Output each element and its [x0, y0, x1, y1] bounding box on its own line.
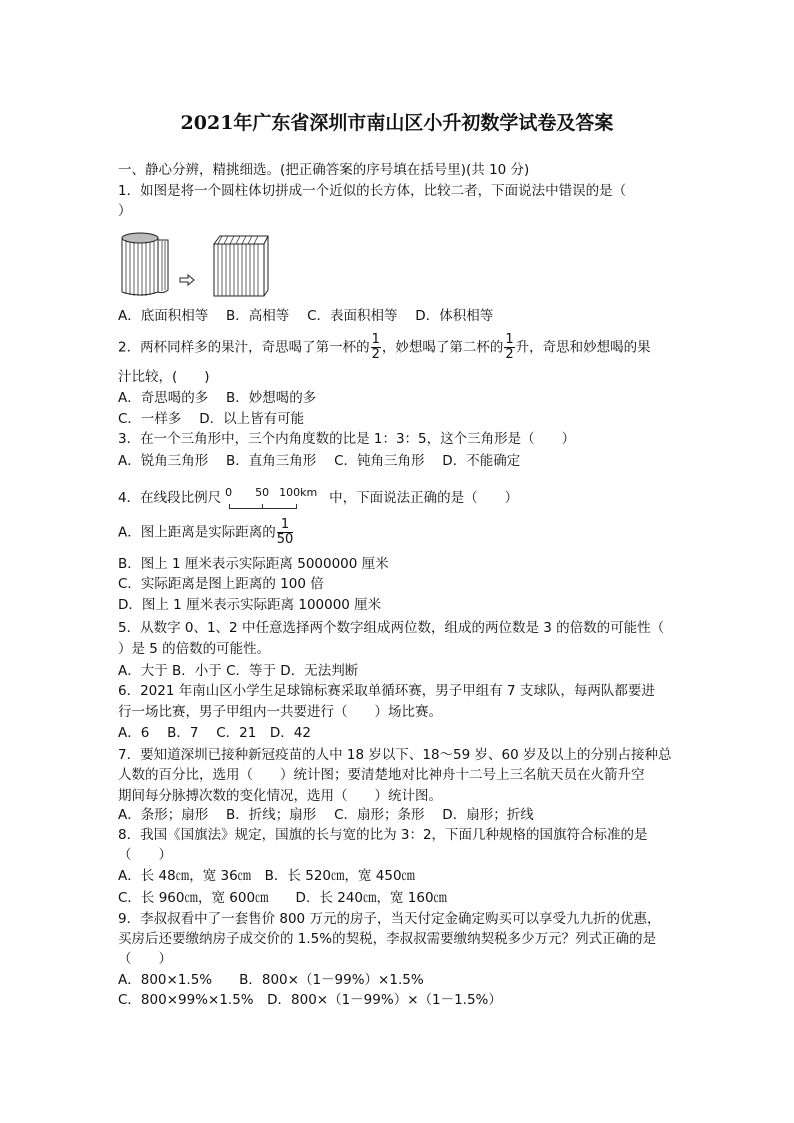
scale-label: 0: [225, 486, 233, 499]
frac-den: 50: [276, 532, 294, 547]
question-5-options: A．大于 B．小于 C．等于 D．无法判断: [118, 663, 359, 679]
question-1-cont: ）: [118, 203, 132, 219]
question-2-options-cd: C．一样多 D．以上皆有可能: [118, 411, 305, 427]
question-9-options-ab: A．800×1.5% B．800×（1－99%）×1.5%: [118, 972, 424, 988]
q4-text-1: 4．在线段比例尺: [118, 490, 222, 506]
section-heading: 一、静心分辨，精挑细选。(把正确答案的序号填在括号里)(共 10 分): [118, 162, 530, 178]
question-2-cont: 汁比较，( ): [118, 369, 210, 385]
question-7-options: A．条形；扇形 B．折线；扇形 C．扇形；条形 D．扇形；折线: [118, 807, 534, 823]
question-4-option-c: C．实际距离是图上距离的 100 倍: [118, 576, 324, 592]
question-3: 3．在一个三角形中，三个内角度数的比是 1：3：5，这个三角形是（ ）: [118, 431, 576, 447]
document-title: 2021年广东省深圳市南山区小升初数学试卷及答案: [180, 112, 614, 134]
option-a-text: A．图上距离是实际距离的: [118, 524, 276, 541]
frac-num: 1: [505, 332, 514, 347]
q2-text-2: ，妙想喝了第二杯的: [381, 339, 504, 356]
question-8: 8．我国《国旗法》规定，国旗的长与宽的比为 3：2，下面几种规格的国旗符合标准的是: [118, 827, 648, 843]
question-6-cont: 行一场比赛，男子甲组内一共要进行（ ）场比赛。: [118, 704, 442, 720]
question-1-options: A．底面积相等 B．高相等 C．表面积相等 D．体积相等: [118, 308, 494, 324]
question-5-cont: ）是 5 的倍数的可能性。: [118, 641, 271, 657]
question-9-cont-1: 买房后还要缴纳房子成交价的 1.5%的契税，李叔叔需要缴纳契税多少万元？列式正确的是: [118, 931, 657, 947]
question-7: 7．要知道深圳已接种新冠疫苗的人中 18 岁以下、18～59 岁、60 岁及以上的分别占接种总: [118, 747, 672, 763]
question-9-options-cd: C．800×99%×1.5% D．800×（1－99%）×（1－1.5%）: [118, 992, 502, 1008]
question-1: 1．如图是将一个圆柱体切拼成一个近似的长方体，比较二者，下面说法中错误的是（: [118, 183, 627, 199]
question-8-options-ab: A．长 48㎝，宽 36㎝ B．长 520㎝，宽 450㎝: [118, 868, 416, 884]
frac-den: 2: [371, 347, 380, 362]
question-4: [118, 486, 518, 510]
question-9-cont-2: （ ）: [118, 951, 172, 967]
question-6: 6．2021 年南山区小学生足球锦标赛采取单循环赛，男子甲组有 7 支球队，每两队都要进: [118, 683, 655, 699]
question-9: 9．李叔叔看中了一套售价 800 万元的房子，当天付定金确定购买可以享受九九折的优惠，: [118, 911, 661, 927]
question-7-cont-1: 人数的百分比，选用（ ）统计图；要清楚地对比神舟十二号上三名航天员在火箭升空: [118, 767, 645, 783]
cylinder-to-cuboid-figure: [118, 230, 278, 304]
question-2: [118, 333, 651, 362]
question-8-options-cd: C．长 960㎝，宽 600㎝ D．长 240㎝，宽 160㎝: [118, 890, 448, 906]
question-7-cont-2: 期间每分脉搏次数的变化情况，选用（ ）统计图。: [118, 788, 442, 804]
question-5: 5．从数字 0、1、2 中任意选择两个数字组成两位数，组成的两位数是 3 的倍数的可能性（: [118, 620, 665, 636]
scale-label: 50: [255, 486, 270, 499]
q2-text-3: 升，奇思和妙想喝的果: [515, 339, 651, 356]
fraction-one-fiftieth: [277, 518, 294, 547]
frac-num: 1: [277, 518, 294, 533]
frac-num: 1: [371, 332, 380, 347]
frac-den: 2: [505, 347, 514, 362]
q2-text-1: 2．两杯同样多的果汁，奇思喝了第一杯的: [118, 339, 370, 356]
question-3-options: A．锐角三角形 B．直角三角形 C．钝角三角形 D．不能确定: [118, 453, 521, 469]
fraction-one-half: [504, 333, 514, 362]
q4-text-2: 中，下面说法正确的是（ ）: [329, 490, 519, 506]
question-8-cont: （ ）: [118, 847, 172, 863]
question-2-options-ab: A．奇思喝的多 B．妙想喝的多: [118, 390, 317, 406]
fraction-one-half: [371, 333, 381, 362]
question-4-option-d: D．图上 1 厘米表示实际距离 100000 厘米: [118, 597, 382, 613]
scale-label: 100km: [279, 486, 318, 499]
question-4-option-b: B．图上 1 厘米表示实际距离 5000000 厘米: [118, 556, 389, 572]
line-scale-bar: [225, 486, 325, 510]
question-4-option-a: [118, 518, 294, 547]
question-6-options: A．6 B．7 C．21 D．42: [118, 725, 311, 741]
